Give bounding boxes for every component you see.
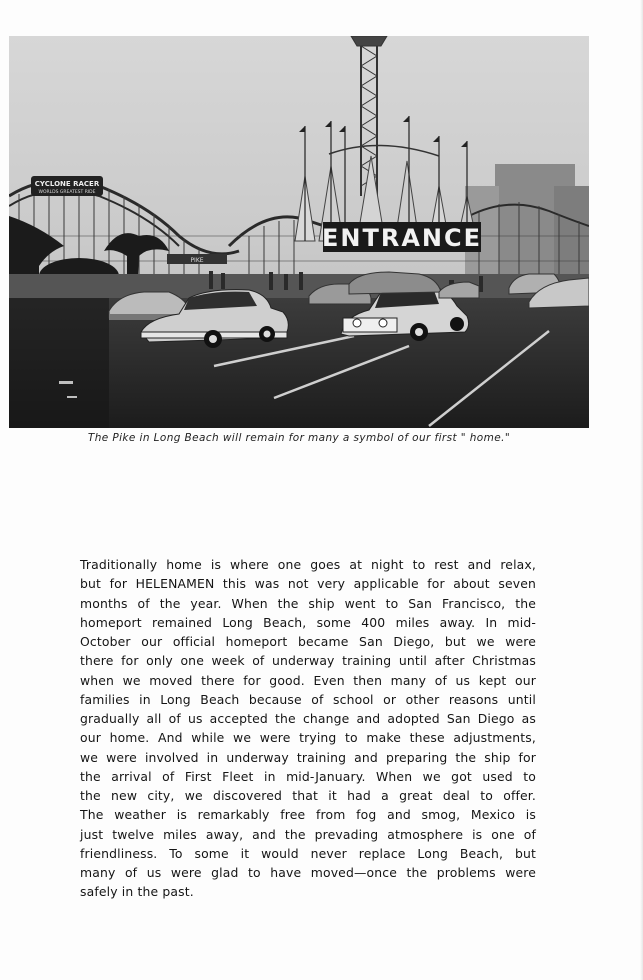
body-line: gradually all of us accepted the change and adopted San Diego as — [80, 711, 536, 726]
body-line: Traditionally home is where one goes at night to rest and relax, — [80, 557, 536, 572]
body-line: friendliness. To some it would never replace Long Beach, but — [80, 845, 536, 861]
body-line: October our official homeport became San Diego, but we were — [80, 634, 536, 649]
body-line: families in Long Beach because of school or other reasons until — [80, 691, 536, 707]
pike-entrance-photo — [9, 36, 589, 428]
cyclone-racer-sign — [31, 176, 103, 196]
ride-name-text: CYCLONE RACER — [34, 180, 100, 188]
body-line: but for HELENAMEN this was not very applicable for about seven — [80, 576, 536, 592]
body-line: there for only one week of underway training until after Christmas — [80, 653, 536, 669]
body-line: safely in the past. — [80, 884, 194, 900]
body-line: The weather is remarkably free from fog and smog, Mexico is — [80, 807, 536, 823]
body-line: our home. And while we were trying to make these adjustments, — [80, 730, 536, 746]
body-line: just twelve miles away, and the prevading atmosphere is one of — [80, 826, 536, 842]
entrance-sign-text: ENTRANCE — [322, 224, 482, 252]
body-line: homeport remained Long Beach, some 400 miles away. In mid- — [80, 614, 536, 630]
body-line: months of the year. When the ship went to San Francisco, the — [80, 595, 536, 611]
body-line: the new city, we discovered that it had a great deal to offer. — [80, 788, 536, 803]
entrance-sign — [322, 222, 482, 252]
body-line: we were involved in underway training and preparing the ship for — [80, 749, 536, 765]
small-sign-text: PIKE — [190, 257, 204, 264]
small-park-sign — [167, 254, 227, 264]
body-line: the arrival of First Fleet in mid-January. When we got used to — [80, 768, 536, 784]
ride-tagline-text: WORLDS GREATEST RIDE — [38, 190, 96, 195]
body-paragraph — [80, 555, 536, 902]
body-line: many of us were glad to have moved—once the problems were — [80, 865, 536, 880]
photo-caption: The Pike in Long Beach will remain for many a symbol of our first " home." — [87, 432, 511, 444]
body-line: when we moved there for good. Even then many of us kept our — [80, 672, 536, 688]
